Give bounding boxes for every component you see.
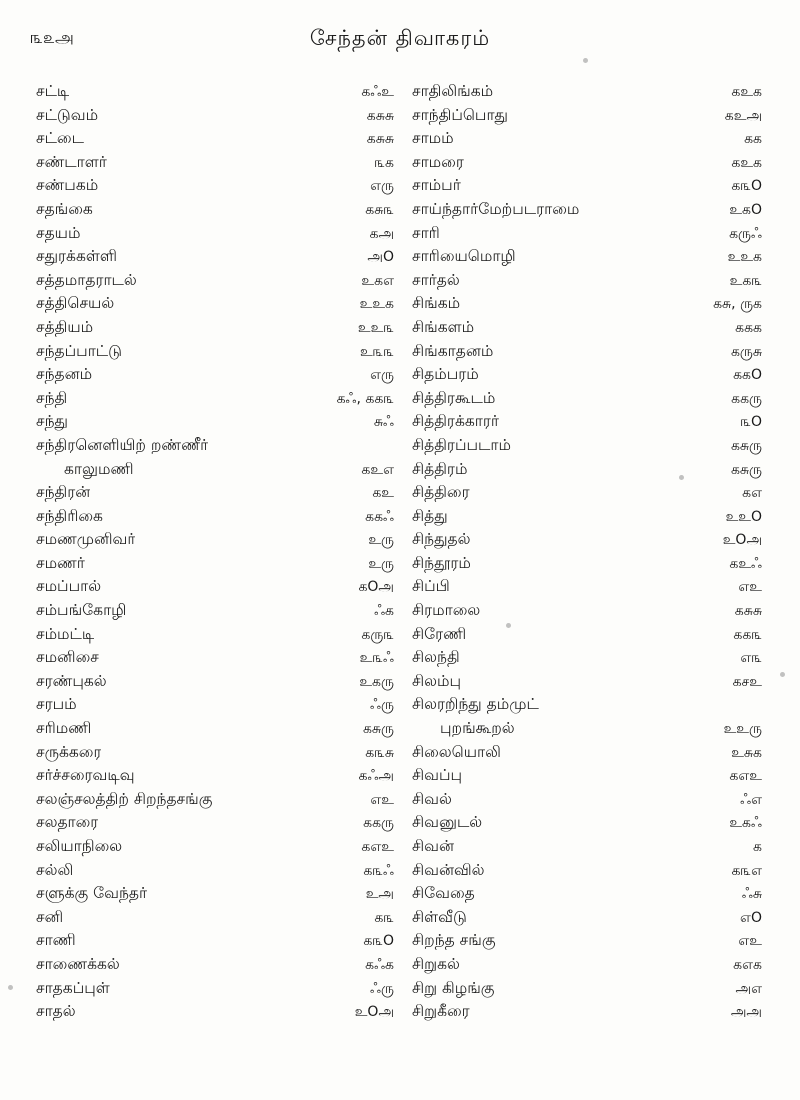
entry-word: சந்தி [36,388,68,407]
entry-reference: ஃரு [370,980,394,997]
entry-word: சாதல் [36,1002,76,1021]
index-entry [36,906,394,930]
entry-reference: ககஃ [365,508,394,525]
index-entry [36,929,394,953]
index-entry [412,882,762,906]
index-entry [412,788,762,812]
entry-reference: அஅ [730,1004,762,1021]
entry-reference: கஃஉ [361,84,394,100]
entry-reference: கஉக [731,154,762,171]
index-entry [412,953,762,977]
index-entry [36,104,394,128]
entry-reference: கஉஎ [361,461,394,478]
entry-word: சிப்பி [412,577,450,596]
entry-reference: உக௩ [729,272,762,289]
index-entry [412,80,762,104]
index-entry [36,599,394,623]
entry-word: சிவல் [412,789,452,808]
entry-word: சாணி [36,931,76,950]
entry-reference: கக [744,131,762,148]
index-entry [412,363,762,387]
entry-word: சிலந்தி [412,648,460,667]
index-entry [36,481,394,505]
entry-word: சந்தனம் [36,365,93,384]
entry-reference: உOஅ [722,532,762,549]
entry-word: காலுமணி [64,459,134,478]
entry-reference: உஅ [365,886,394,903]
entry-word: சாரியைமொழி [412,247,516,266]
index-entry [412,316,762,340]
entry-word: சித்திரகூடம் [412,388,496,407]
entry-reference: கஃஅ [358,768,394,785]
index-entry [36,693,394,717]
entry-word: சித்திரம் [412,459,468,478]
index-entry [412,764,762,788]
entry-word: சாய்ந்தார்மேற்படராமை [412,199,580,218]
entry-word: சாந்திப்பொது [412,105,508,124]
entry-reference: எஉ [738,933,762,950]
index-entry [36,127,394,151]
entry-word: சனி [36,907,64,926]
entry-word: சட்டுவம் [36,105,99,124]
index-entry [36,80,394,104]
entry-reference: கஉக [731,84,762,100]
entry-word: சிவேதை [412,884,475,903]
index-entry [412,387,762,411]
entry-reference: எ௩ [740,650,762,667]
index-entry [412,222,762,246]
entry-word: சிதம்பரம் [412,365,479,384]
entry-word: சந்தப்பாட்டு [36,341,122,360]
index-entry [412,623,762,647]
entry-word: புறங்கூறல் [440,719,515,738]
entry-word: சண்டாளர் [36,152,107,171]
entry-reference: உ௩ஃ [359,650,394,667]
entry-word: சமணமுனிவர் [36,530,136,549]
entry-reference: எஉ [370,791,394,808]
entry-word: சந்திரன் [36,483,91,502]
entry-reference: கஉ [372,485,394,502]
index-entry [412,1000,762,1024]
entry-word: சிங்காதனம் [412,341,494,360]
index-entry [412,127,762,151]
entry-word: சதயம் [36,223,81,242]
entry-reference: கசஉ [732,673,762,690]
index-entry [36,882,394,906]
entry-reference: கஅ [369,225,394,242]
index-entry [412,717,762,741]
entry-word: சார்தல் [412,270,460,289]
entry-word: சல்லி [36,860,74,879]
index-entry [36,717,394,741]
entry-reference: க௩ [374,909,394,926]
index-entry [36,575,394,599]
entry-reference: ஃரு [370,697,394,714]
entry-word: சித்திரப்படாம் [412,435,511,454]
entry-reference: ஃஎ [740,791,762,808]
entry-word: சந்திரிகை [36,506,103,525]
entry-word: சந்திரனெளியிற் றண்ணீர் [36,435,209,454]
entry-reference: உஉ௩ [357,319,394,336]
index-entry [412,741,762,765]
entry-reference: கOஅ [358,579,394,596]
entry-word: சத்தமாதராடல் [36,270,137,289]
entry-word: சிறுகீரை [412,1002,470,1021]
entry-word: சிவப்பு [412,766,463,785]
index-entry [412,340,762,364]
index-entry [412,481,762,505]
index-entry [36,1000,394,1024]
entry-word: சிள்வீடு [412,907,467,926]
index-entry [412,434,762,458]
entry-word: சிவன் [412,837,455,855]
entry-word: சாமம் [412,129,454,148]
index-entry [36,222,394,246]
entry-reference: கஎக [733,956,762,973]
entry-word: சித்திரை [412,483,470,502]
entry-word: சருக்கரை [36,742,102,761]
index-entry [36,764,394,788]
entry-word: சிவன்வில் [412,860,485,879]
entry-reference: அO [367,249,394,266]
entry-word: சளுக்கு வேந்தர் [36,884,148,903]
index-entry [36,811,394,835]
page-title: சேந்தன் திவாகரம் [309,26,491,50]
entry-reference: கசுசு [366,107,394,124]
index-entry [36,292,394,316]
entry-reference: உகஎ [361,272,394,289]
entry-word: சமப்பால் [36,577,102,596]
entry-reference: கசுசு [734,603,762,620]
entry-reference: கஎஉ [729,768,762,785]
index-entry [36,552,394,576]
entry-reference: எO [740,909,762,926]
index-entry [36,245,394,269]
entry-reference: உOஅ [354,1004,394,1021]
index-entry [36,741,394,765]
index-entry [412,104,762,128]
entry-word: சரண்புகல் [36,671,107,690]
entry-reference: ௩க [374,154,394,171]
index-entry [412,245,762,269]
entry-reference: க௩சு [365,744,394,761]
index-entry [36,316,394,340]
entry-word: சத்திசெயல் [36,294,115,313]
entry-reference: கருசு [730,343,762,360]
entry-word: சலியாநிலை [36,837,123,855]
entry-word: சிங்களம் [412,317,475,336]
index-entry [412,646,762,670]
index-entry [36,198,394,222]
entry-reference: கஉஃ [729,555,762,572]
entry-reference: கசுரு [730,437,762,454]
index-entry [412,410,762,434]
entry-word: சாணைக்கல் [36,954,120,973]
index-entry [36,505,394,529]
entry-reference: ககரு [731,390,762,407]
entry-word: சட்டை [36,129,84,148]
scan-speck [780,672,785,677]
entry-word: சலதாரை [36,813,99,832]
entry-reference: உ௩௩ [359,343,394,360]
entry-word: சிரேணி [412,624,467,643]
index-entry [412,269,762,293]
entry-word: சண்பகம் [36,176,99,195]
entry-word: சத்தியம் [36,317,94,336]
entry-reference: கஎஉ [361,839,394,855]
entry-reference: கஎ [742,485,762,502]
index-entry [412,929,762,953]
entry-word: சித்திரக்காரர் [412,412,499,431]
scan-speck [679,475,684,480]
entry-reference: ககக [735,319,762,336]
entry-word: சம்பங்கோழி [36,601,127,620]
entry-reference: கருஃ [729,225,762,242]
index-entry [412,670,762,694]
entry-word: சாரி [412,223,440,242]
index-entry [36,835,394,859]
index-entry [36,623,394,647]
entry-word: சாதிலிங்கம் [412,82,494,100]
entry-reference: க௩O [731,178,762,195]
index-entry [412,693,762,717]
index-entry [36,410,394,434]
entry-reference: எரு [370,178,394,195]
index-entry [412,198,762,222]
entry-reference: உரு [368,555,394,572]
index-entry [36,859,394,883]
index-entry [412,575,762,599]
entry-reference: கரு௩ [361,626,394,643]
entry-word: சரபம் [36,695,77,714]
entry-reference: க௩O [363,933,394,950]
entry-reference: உரு [368,532,394,549]
scan-speck [506,623,511,628]
left-column [36,80,394,1024]
entry-word: சாம்பர் [412,176,461,195]
index-entry [412,174,762,198]
entry-reference: உஉரு [723,721,762,738]
entry-word: சிலையொலி [412,742,501,761]
entry-reference: உஉக [359,296,394,313]
entry-reference: அஎ [735,980,762,997]
index-entry [412,977,762,1001]
index-entry [36,151,394,175]
entry-reference: ௩O [740,414,762,431]
entry-word: சிங்கம் [412,294,461,313]
entry-reference: க௩எ [731,862,762,879]
index-entry [412,811,762,835]
entry-reference: உஉO [725,508,762,525]
entry-reference: ஃசு [741,886,762,903]
index-entry [412,151,762,175]
index-entry [412,505,762,529]
entry-word: சலஞ்சலத்திற் சிறந்தசங்கு [36,789,213,808]
entry-word: சமணர் [36,553,85,572]
entry-word: சதங்கை [36,199,93,218]
entry-reference: ஃக [374,603,394,620]
entry-word: சட்டி [36,82,70,100]
entry-word: சிலரறிந்து தம்முட் [412,695,539,714]
entry-reference: கசுரு [362,721,394,738]
index-entry [36,977,394,1001]
entry-reference: கசுரு [730,461,762,478]
index-entry [36,363,394,387]
entry-word: சாமரை [412,152,464,171]
entry-reference: உகஃ [729,815,762,832]
entry-reference: கக௩ [733,626,762,643]
index-entry [412,528,762,552]
index-entry [36,953,394,977]
entry-reference: கசு௩ [365,201,394,218]
entry-word: சதுரக்கள்ளி [36,247,117,266]
index-entry [36,670,394,694]
index-entry [412,458,762,482]
entry-reference: சுஃ [373,414,394,431]
entry-reference: எரு [370,367,394,384]
entry-word: சிலம்பு [412,671,462,690]
entry-reference: உகO [729,201,762,218]
entry-word: சிரமாலை [412,601,481,620]
entry-reference: கசு, ருக [713,296,762,313]
index-entry [36,340,394,364]
entry-word: சிந்தூரம் [412,553,471,572]
index-entry [36,788,394,812]
scan-speck [583,58,588,63]
index-entry [412,292,762,316]
entry-reference: உசுக [731,744,762,761]
index-entry [412,859,762,883]
entry-reference: க௩ஃ [363,862,394,879]
entry-reference: உஉக [727,249,762,266]
right-column [412,80,762,1024]
entry-word: சிவனுடல் [412,813,483,832]
index-entry [412,906,762,930]
entry-reference: கசுசு [366,131,394,148]
entry-word: சாதகப்புள் [36,978,110,997]
index-entry [36,434,394,458]
entry-word: சமனிசை [36,648,99,667]
entry-word: சிறுகல் [412,954,460,973]
entry-word: சர்ச்சரைவடிவு [36,766,135,785]
entry-word: சம்மட்டி [36,624,95,643]
index-entry [412,552,762,576]
entry-reference: எஉ [738,579,762,596]
entry-word: சிறந்த சங்கு [412,931,496,950]
entry-reference: உகரு [359,673,394,690]
entry-reference: ககரு [363,815,394,832]
entry-reference: ககO [733,367,762,384]
page-number: ௩௨அ [30,28,74,48]
entry-reference: கஉஅ [724,107,762,124]
index-entry [36,528,394,552]
index-entry [36,174,394,198]
entry-reference: கஃ, கக௩ [336,390,394,407]
index-entry [412,835,762,859]
index-entry [36,387,394,411]
entry-reference: க [753,839,762,855]
index-entry [412,599,762,623]
index-entry [36,458,394,482]
index-entry [36,646,394,670]
entry-word: சந்து [36,412,68,431]
entry-reference: கஃக [365,956,394,973]
index-entry [36,269,394,293]
entry-word: சிறு கிழங்கு [412,978,495,997]
entry-word: சித்து [412,506,448,525]
entry-word: சரிமணி [36,719,92,738]
scan-speck [8,985,13,990]
entry-word: சிந்துதல் [412,530,471,549]
